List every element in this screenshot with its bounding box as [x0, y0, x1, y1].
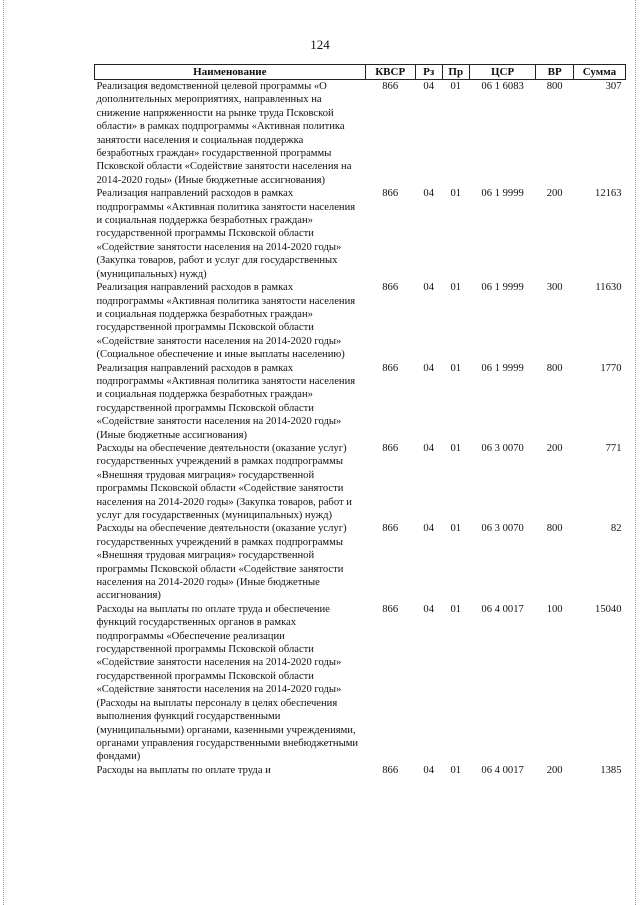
- row-rz: 04: [423, 188, 434, 200]
- row-vr: 200: [546, 764, 563, 776]
- row-pr: 01: [450, 603, 462, 615]
- row-sum: 307: [605, 81, 622, 92]
- row-pr: 01: [450, 764, 462, 776]
- row-vr: 800: [546, 362, 563, 374]
- table-row: [95, 603, 626, 764]
- row-sum: 82: [610, 523, 622, 535]
- header-pr: Пр: [442, 65, 469, 80]
- header-rz: Рз: [415, 65, 442, 80]
- row-kvsr: 866: [382, 603, 399, 615]
- table-header-row: [95, 65, 626, 80]
- row-vr: 800: [546, 81, 563, 92]
- row-kvsr: 866: [382, 764, 399, 776]
- row-csr: 06 4 0017: [481, 603, 524, 615]
- row-kvsr: 866: [382, 523, 399, 535]
- row-sum: 12163: [595, 188, 622, 200]
- header-name: Наименование: [95, 65, 366, 80]
- row-rz: 04: [423, 81, 434, 92]
- row-pr: 01: [450, 282, 462, 294]
- table-row: [95, 281, 626, 361]
- row-csr: 06 1 6083: [481, 81, 524, 92]
- row-vr: 800: [546, 523, 563, 535]
- row-name: Реализация направлений расходов в рамках подпрограммы «Активная политика занятости населения и социальная поддержка безработных граждан» государственной программы Псковской области «Содействие занятости населения на 2014-2020 годы» (Закупка товаров, работ и услуг для государственных (муниципальных) нужд): [96, 188, 356, 280]
- table-row: [95, 80, 626, 188]
- table-row: [95, 187, 626, 281]
- row-kvsr: 866: [382, 81, 399, 92]
- row-rz: 04: [423, 442, 434, 454]
- row-kvsr: 866: [382, 188, 399, 200]
- row-vr: 300: [546, 282, 563, 294]
- row-kvsr: 866: [382, 442, 399, 454]
- table-row: [95, 522, 626, 602]
- row-pr: 01: [450, 81, 462, 92]
- row-pr: 01: [450, 188, 462, 200]
- row-pr: 01: [450, 362, 462, 374]
- row-csr: 06 4 0017: [481, 764, 524, 776]
- row-csr: 06 3 0070: [481, 442, 524, 454]
- row-pr: 01: [450, 442, 462, 454]
- row-pr: 01: [450, 523, 462, 535]
- row-csr: 06 1 9999: [481, 282, 524, 294]
- row-csr: 06 1 9999: [481, 362, 524, 374]
- row-sum: 15040: [595, 603, 622, 615]
- header-vr: ВР: [536, 65, 573, 80]
- header-sum: Сумма: [573, 65, 625, 80]
- row-csr: 06 1 9999: [481, 188, 524, 200]
- row-sum: 1770: [600, 362, 622, 374]
- row-sum: 771: [605, 442, 622, 454]
- row-name: Реализация ведомственной целевой программы «О дополнительных мероприятиях, направленных на снижение напряженности на рынке труда Псковской области» в рамках подпрограммы «Активная политика занятости населения и социальная поддержка безработных граждан» государственной программы Псковской области «Содействие занятости населения на 2014-2020 годы» (Иные бюджетные ассигнования): [96, 81, 352, 186]
- page-number: 124: [310, 37, 330, 52]
- row-name: Расходы на выплаты по оплате труда и обеспечение функций государственных органов в рамках подпрограммы «Обеспечение реализации государственной программы Псковской области «Содействие занятости населения на 2014-2020 годы» государственной программы Псковской области «Содействие занятости населения на 2014-2020 годы» (Расходы на выплаты персоналу в целях обеспечения выполнения функций государственными (муниципальными) органами, казенными учреждениями, органами управления государственными внебюджетными фондами): [96, 603, 359, 763]
- row-name: Расходы на обеспечение деятельности (оказание услуг) государственных учреждений в рамках подпрограммы «Внешняя трудовая миграция» государственной программы Псковской области «Содействие занятости населения на 2014-2020 годы» (Закупка товаров, работ и услуг для государственных (муниципальных) нужд): [96, 442, 352, 521]
- row-name: Реализация направлений расходов в рамках подпрограммы «Активная политика занятости населения и социальная поддержка безработных граждан» государственной программы Псковской области «Содействие занятости населения на 2014-2020 годы» (Социальное обеспечение и иные выплаты населению): [96, 282, 356, 361]
- row-vr: 200: [546, 442, 563, 454]
- row-sum: 11630: [595, 282, 622, 294]
- header-kvsr: КВСР: [365, 65, 415, 80]
- scan-left-edge: [3, 0, 5, 905]
- row-vr: 200: [546, 188, 563, 200]
- row-csr: 06 3 0070: [481, 523, 524, 535]
- row-name: Реализация направлений расходов в рамках подпрограммы «Активная политика занятости населения и социальная поддержка безработных граждан» государственной программы Псковской области «Содействие занятости населения на 2014-2020 годы» (Иные бюджетные ассигнования): [96, 362, 356, 441]
- row-name: Расходы на обеспечение деятельности (оказание услуг) государственных учреждений в рамках подпрограммы «Внешняя трудовая миграция» государственной программы Псковской области «Содействие занятости населения на 2014-2020 годы» (Иные бюджетные ассигнования): [96, 523, 347, 602]
- table-row: [95, 442, 626, 522]
- row-kvsr: 866: [382, 282, 399, 294]
- row-rz: 04: [423, 523, 434, 535]
- row-kvsr: 866: [382, 362, 399, 374]
- row-rz: 04: [423, 362, 434, 374]
- scan-right-edge: [635, 0, 637, 905]
- budget-table: [94, 64, 626, 777]
- row-vr: 100: [546, 603, 563, 615]
- row-sum: 1385: [600, 764, 622, 776]
- row-rz: 04: [423, 764, 434, 776]
- table-row: [95, 362, 626, 442]
- header-csr: ЦСР: [469, 65, 536, 80]
- table-row: [95, 764, 626, 777]
- row-rz: 04: [423, 282, 434, 294]
- row-rz: 04: [423, 603, 434, 615]
- row-name: Расходы на выплаты по оплате труда и: [96, 764, 271, 776]
